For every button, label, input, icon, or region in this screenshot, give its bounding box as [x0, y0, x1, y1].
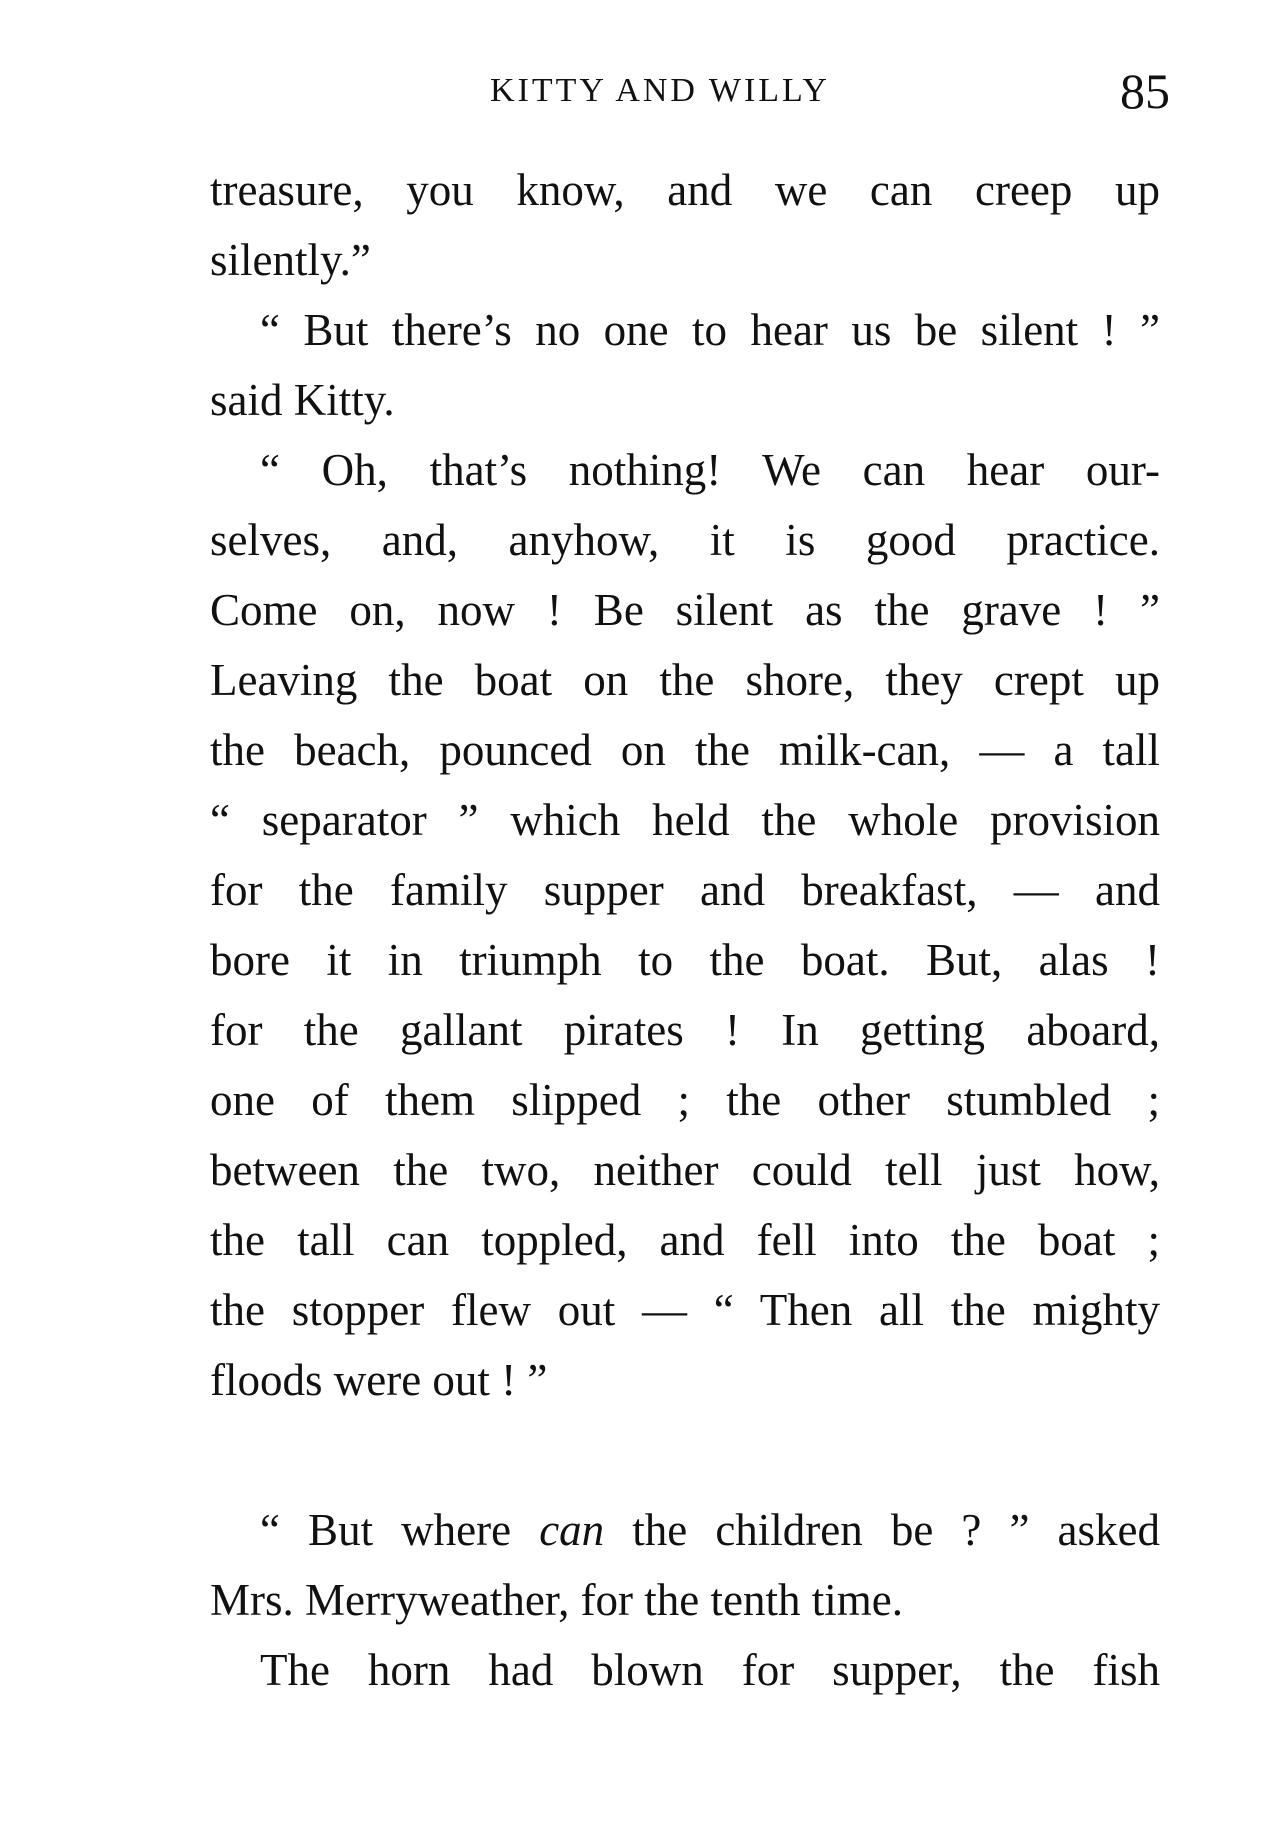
text-line: between the two, neither could tell just how, — [210, 1145, 1160, 1195]
text-fragment: “ But where — [260, 1505, 540, 1555]
text-line: treasure, you know, and we can creep up — [210, 165, 1160, 215]
text-line: one of them slipped ; the other stumbled ; — [210, 1075, 1160, 1125]
text-line: the stopper flew out — “ Then all the mighty — [210, 1285, 1160, 1335]
text-line: for the family supper and breakfast, — and — [210, 865, 1160, 915]
text-line: floods were out ! ” — [210, 1355, 548, 1405]
text-line: Come on, now ! Be silent as the grave ! ” — [210, 585, 1160, 635]
text-line: the beach, pounced on the milk-can, — a tall — [210, 725, 1160, 775]
text-line: Mrs. Merryweather, for the tenth time. — [210, 1575, 903, 1625]
text-line: said Kitty. — [210, 375, 395, 425]
text-line: silently.” — [210, 235, 371, 285]
text-fragment: the children be ? ” asked — [604, 1505, 1160, 1555]
text-line: “ separator ” which held the whole provision — [210, 795, 1160, 845]
text-line: The horn had blown for supper, the fish — [260, 1645, 1160, 1695]
italic-word: can — [539, 1505, 605, 1555]
text-line: “ Oh, that’s nothing! We can hear our- — [260, 445, 1160, 495]
body-text-section-1 — [210, 155, 1160, 1415]
text-line: Leaving the boat on the shore, they crept up — [210, 655, 1160, 705]
text-line: the tall can toppled, and fell into the boat ; — [210, 1215, 1160, 1265]
running-header — [210, 62, 1170, 122]
running-title: KITTY AND WILLY — [490, 72, 830, 109]
text-line: bore it in triumph to the boat. But, alas ! — [210, 935, 1160, 985]
page-number: 85 — [1120, 63, 1170, 119]
text-line: selves, and, anyhow, it is good practice. — [210, 515, 1160, 565]
text-line — [210, 1495, 1160, 1565]
body-text-section-2 — [210, 1495, 1160, 1705]
text-line: “ But there’s no one to hear us be silent ! ” — [260, 305, 1160, 355]
text-line: for the gallant pirates ! In getting aboard, — [210, 1005, 1160, 1055]
